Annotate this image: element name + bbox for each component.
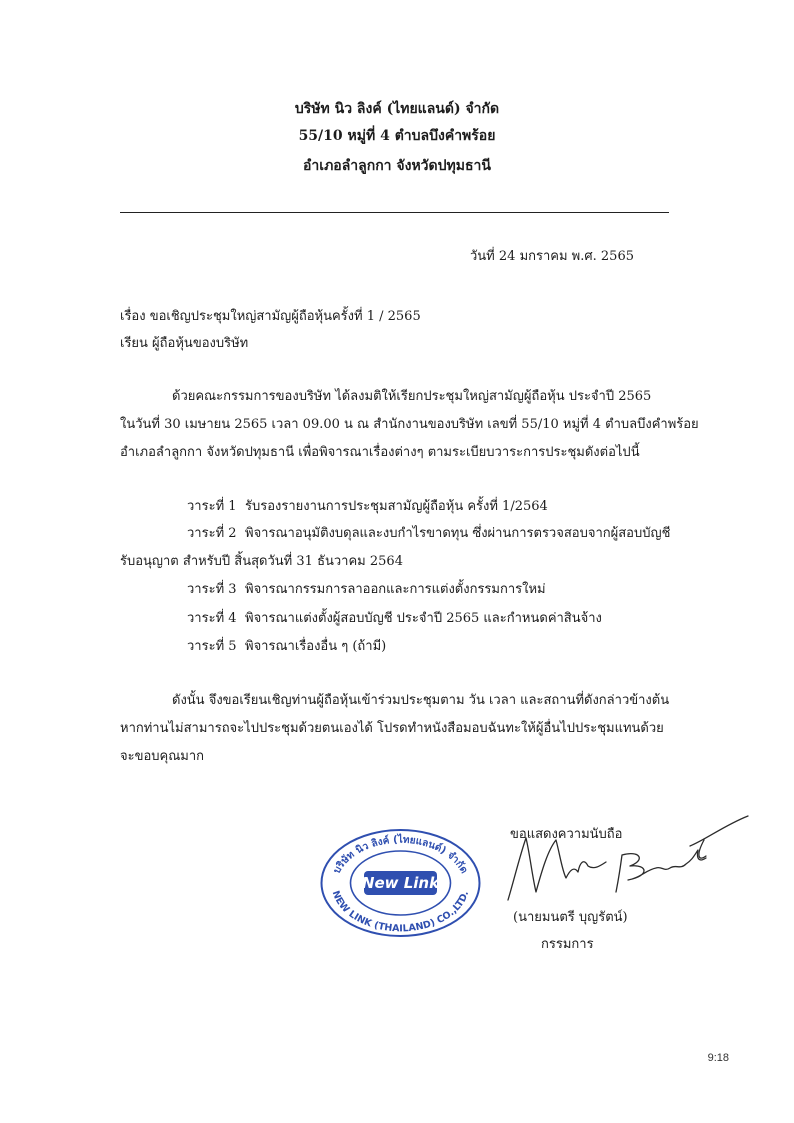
- letter-subject: เรื่อง ขอเชิญประชุมใหญ่สามัญผู้ถือหุ้นครั้งที่ 1 / 2565: [120, 309, 421, 324]
- agenda-4-text: พิจารณาแต่งตั้งผู้สอบบัญชี ประจำปี 2565 และกำหนดค่าสินจ้าง: [245, 611, 602, 626]
- closing-line-1: ดังนั้น จึงขอเรียนเชิญท่านผู้ถือหุ้นเข้าร่วมประชุมตาม วัน เวลา และสถานที่ดังกล่าวข้างต้น: [172, 693, 670, 708]
- seal-center-text: New Link: [361, 874, 440, 892]
- agenda-3-number: วาระที่ 3: [187, 582, 237, 597]
- signer-title: กรรมการ: [541, 937, 594, 952]
- handwritten-signature: [490, 800, 750, 910]
- agenda-1-text: รับรองรายงานการประชุมสามัญผู้ถือหุ้น ครั้งที่ 1/2564: [245, 499, 548, 514]
- intro-line-3: อำเภอลำลูกกา จังหวัดปทุมธานี เพื่อพิจารณาเรื่องต่างๆ ตามระเบียบวาระการประชุมดังต่อไปนี้: [120, 445, 640, 460]
- closing-line-2: หากท่านไม่สามารถจะไปประชุมด้วยตนเองได้ โปรดทำหนังสือมอบฉันทะให้ผู้อื่นไปประชุมแทนด้วย: [120, 721, 664, 736]
- respect-closing: ขอแสดงความนับถือ: [510, 827, 623, 842]
- company-seal: [318, 827, 483, 939]
- company-address-line1: 55/10 หมู่ที่ 4 ตำบลบึงคำพร้อย: [298, 128, 496, 144]
- header-divider: [120, 212, 669, 213]
- company-address-line2: อำเภอลำลูกกา จังหวัดปทุมธานี: [303, 158, 491, 174]
- agenda-2-continuation: รับอนุญาต สำหรับปี สิ้นสุดวันที่ 31 ธันวาคม 2564: [120, 554, 403, 569]
- letter-recipient: เรียน ผู้ถือหุ้นของบริษัท: [120, 336, 249, 351]
- agenda-2-number: วาระที่ 2: [187, 526, 237, 541]
- company-name: บริษัท นิว ลิงค์ (ไทยแลนด์) จำกัด: [294, 101, 500, 117]
- seal-top-text: บริษัท นิว ลิงค์ (ไทยแลนด์) จำกัด: [331, 834, 470, 876]
- svg-text:NEW LINK (THAILAND) CO.,LTD.: [330, 889, 471, 934]
- closing-line-3: จะขอบคุณมาก: [120, 749, 205, 764]
- letter-date: วันที่ 24 มกราคม พ.ศ. 2565: [470, 249, 634, 264]
- agenda-3-text: พิจารณากรรมการลาออกและการแต่งตั้งกรรมการใหม่: [245, 582, 546, 597]
- intro-line-1: ด้วยคณะกรรมการของบริษัท ได้ลงมติให้เรียกประชุมใหญ่สามัญผู้ถือหุ้น ประจำปี 2565: [172, 389, 652, 404]
- page-number: 9:18: [707, 1052, 729, 1064]
- agenda-2-text: พิจารณาอนุมัติงบดุลและงบกำไรขาดทุน ซึ่งผ่านการตรวจสอบจากผู้สอบบัญชี: [245, 526, 671, 541]
- agenda-5-number: วาระที่ 5: [187, 639, 237, 654]
- agenda-5-text: พิจารณาเรื่องอื่น ๆ (ถ้ามี): [245, 639, 387, 654]
- seal-bottom-text: NEW LINK (THAILAND) CO.,LTD.: [329, 889, 472, 935]
- agenda-4-number: วาระที่ 4: [187, 611, 237, 626]
- agenda-1-number: วาระที่ 1: [187, 499, 237, 514]
- signer-name: (นายมนตรี บุญรัตน์): [513, 910, 628, 925]
- intro-line-2: ในวันที่ 30 เมษายน 2565 เวลา 09.00 น ณ สำนักงานของบริษัท เลขที่ 55/10 หมู่ที่ 4 ตำบลบึงคำพร้อย: [120, 417, 699, 432]
- svg-text:บริษัท นิว ลิงค์ (ไทยแลนด์) จำ: [332, 833, 470, 876]
